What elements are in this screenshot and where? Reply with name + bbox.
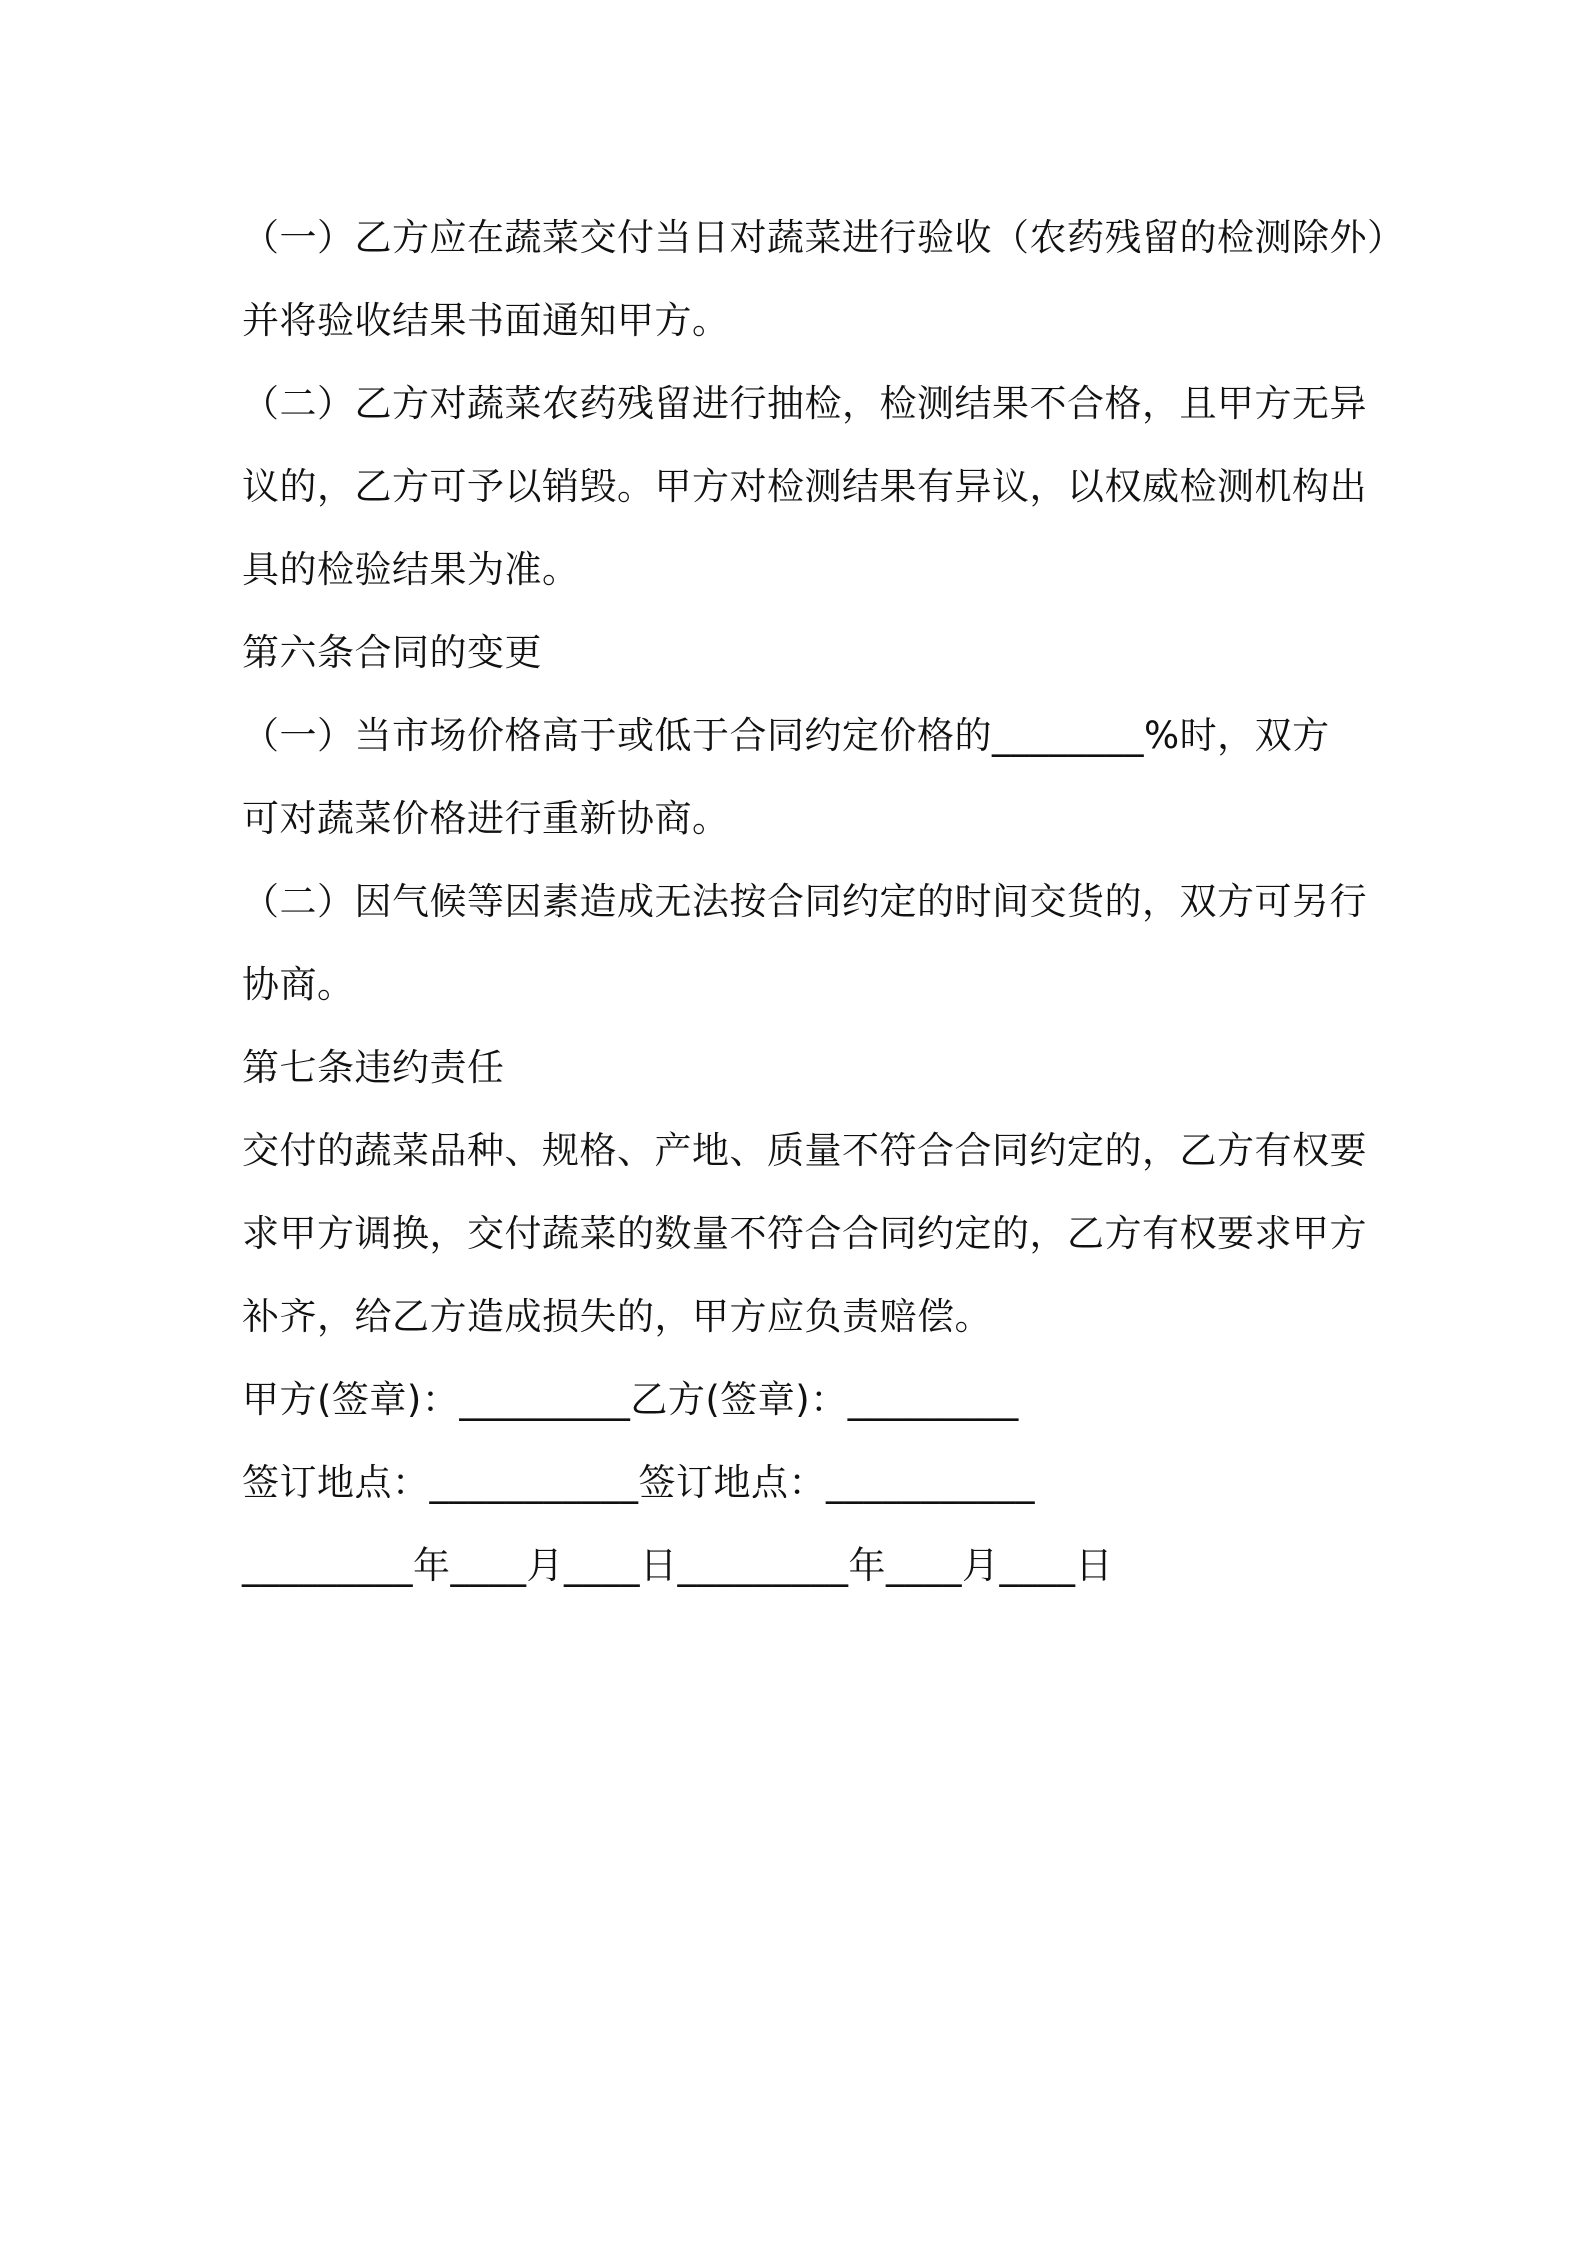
signing-place-line: 签订地点：___________签订地点：___________ (242, 1461, 1035, 1504)
document-body (242, 196, 1405, 1607)
clause-5-2-line-3: 具的检验结果为准。 (242, 548, 580, 591)
signature-line: 甲方(签章)：_________乙方(签章)：_________ (242, 1378, 1019, 1421)
article-7-line-2: 求甲方调换，交付蔬菜的数量不符合合同约定的，乙方有权要求甲方 (242, 1212, 1367, 1255)
article-7-line-3: 补齐，给乙方造成损失的，甲方应负责赔偿。 (242, 1295, 992, 1338)
clause-6-2-line-1: （二）因气候等因素造成无法按合同约定的时间交货的，双方可另行 (242, 880, 1367, 923)
clause-5-1-line-2: 并将验收结果书面通知甲方。 (242, 299, 730, 342)
article-7-heading: 第七条违约责任 (242, 1046, 505, 1089)
clause-5-2-line-2: 议的，乙方可予以销毁。甲方对检测结果有异议，以权威检测机构出 (242, 465, 1367, 508)
clause-5-2-line-1: （二）乙方对蔬菜农药残留进行抽检，检测结果不合格，且甲方无异 (242, 382, 1367, 425)
clause-5-1-line-1: （一）乙方应在蔬菜交付当日对蔬菜进行验收（农药残留的检测除外） (242, 216, 1405, 259)
signing-date-line: _________年____月____日_________年____月____日 (242, 1544, 1113, 1587)
article-7-line-1: 交付的蔬菜品种、规格、产地、质量不符合合同约定的，乙方有权要 (242, 1129, 1367, 1172)
article-6-heading: 第六条合同的变更 (242, 631, 542, 674)
clause-6-2-line-2: 协商。 (242, 963, 355, 1006)
clause-6-1-line-2: 可对蔬菜价格进行重新协商。 (242, 797, 730, 840)
clause-6-1-line-1: （一）当市场价格高于或低于合同约定价格的________%时，双方 (242, 714, 1330, 757)
